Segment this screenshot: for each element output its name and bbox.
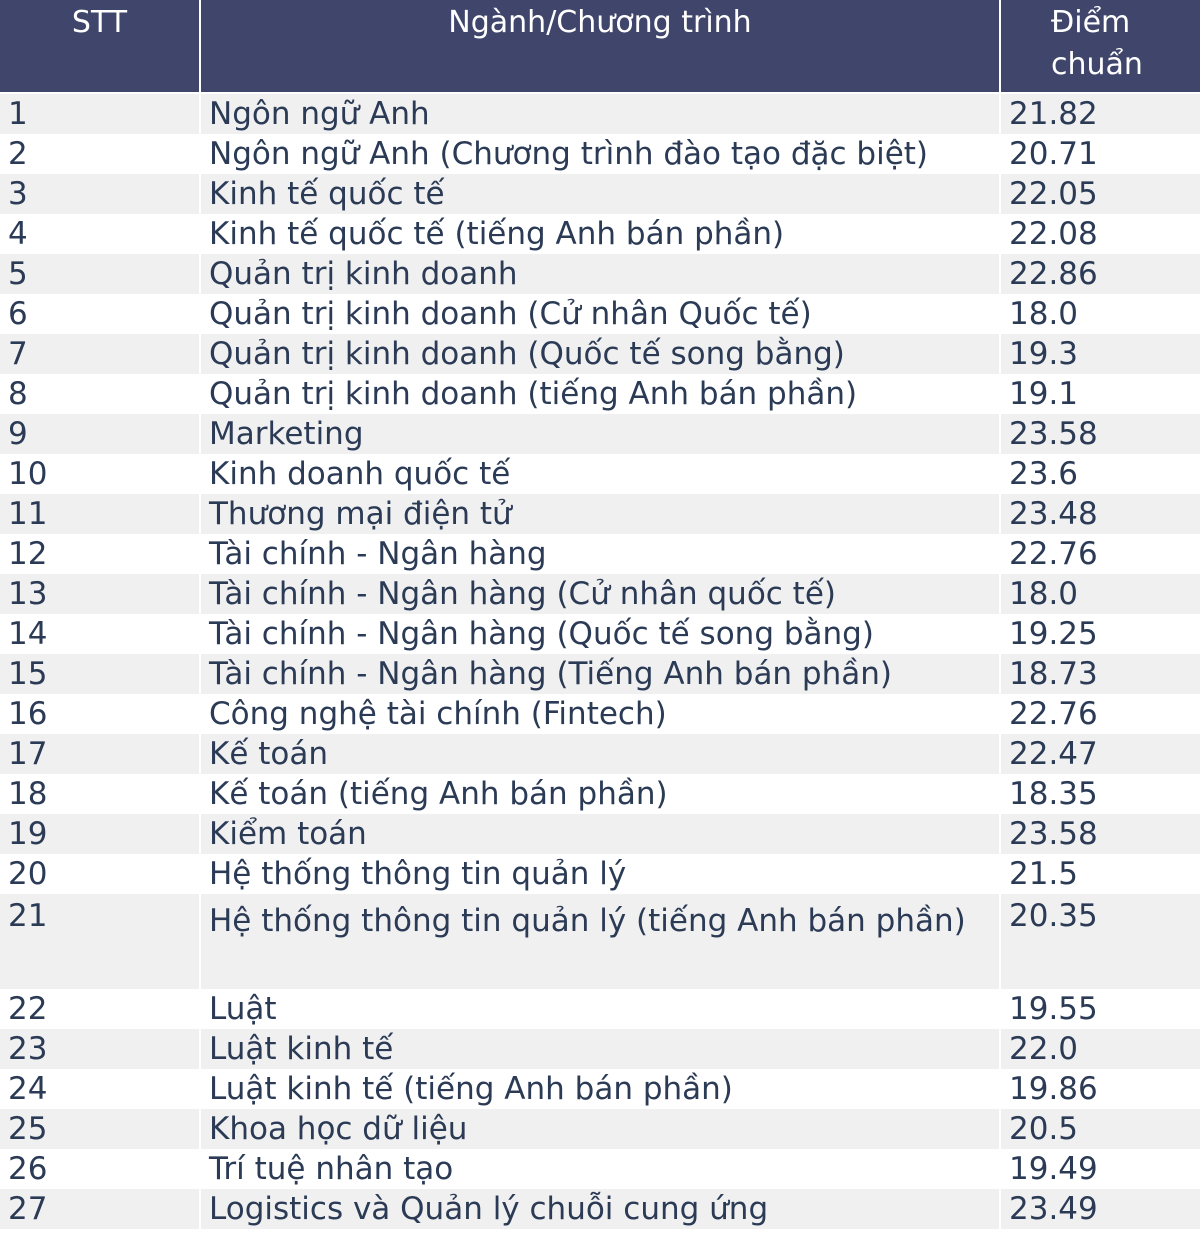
row-program: Quản trị kinh doanh (200, 254, 1000, 294)
table-row (0, 1029, 1200, 1069)
row-stt: 13 (0, 574, 200, 614)
row-score: 22.47 (1000, 734, 1200, 774)
row-program: Tài chính - Ngân hàng (200, 534, 1000, 574)
row-stt: 3 (0, 174, 200, 214)
row-program: Khoa học dữ liệu (200, 1109, 1000, 1149)
row-stt: 24 (0, 1069, 200, 1109)
table-row (0, 1189, 1200, 1229)
table-row (0, 454, 1200, 494)
row-stt: 8 (0, 374, 200, 414)
row-program: Hệ thống thông tin quản lý (tiếng Anh bán phần) (200, 894, 1000, 989)
table-row (0, 174, 1200, 214)
table-row (0, 534, 1200, 574)
row-program: Kinh doanh quốc tế (200, 454, 1000, 494)
row-program: Kinh tế quốc tế (200, 174, 1000, 214)
table-row (0, 814, 1200, 854)
row-stt: 25 (0, 1109, 200, 1149)
row-program: Quản trị kinh doanh (tiếng Anh bán phần) (200, 374, 1000, 414)
row-score: 19.25 (1000, 614, 1200, 654)
row-score: 19.86 (1000, 1069, 1200, 1109)
table-row (0, 414, 1200, 454)
row-score: 22.05 (1000, 174, 1200, 214)
row-score: 21.5 (1000, 854, 1200, 894)
row-stt: 16 (0, 694, 200, 734)
row-score: 19.55 (1000, 989, 1200, 1029)
row-score: 22.86 (1000, 254, 1200, 294)
row-score: 22.76 (1000, 694, 1200, 734)
row-stt: 14 (0, 614, 200, 654)
row-program: Hệ thống thông tin quản lý (200, 854, 1000, 894)
row-program: Kế toán (tiếng Anh bán phần) (200, 774, 1000, 814)
row-program: Ngôn ngữ Anh (Chương trình đào tạo đặc biệt) (200, 134, 1000, 174)
table-row (0, 254, 1200, 294)
table-row (0, 734, 1200, 774)
table-row (0, 134, 1200, 174)
row-program: Thương mại điện tử (200, 494, 1000, 534)
row-program: Logistics và Quản lý chuỗi cung ứng (200, 1189, 1000, 1229)
table-row (0, 494, 1200, 534)
table-row (0, 1149, 1200, 1189)
header-score: Điểm chuẩn (1000, 0, 1200, 93)
row-score: 22.0 (1000, 1029, 1200, 1069)
row-program: Quản trị kinh doanh (Cử nhân Quốc tế) (200, 294, 1000, 334)
row-score: 21.82 (1000, 93, 1200, 134)
row-stt: 22 (0, 989, 200, 1029)
row-stt: 26 (0, 1149, 200, 1189)
row-stt: 5 (0, 254, 200, 294)
row-stt: 10 (0, 454, 200, 494)
row-stt: 20 (0, 854, 200, 894)
row-stt: 2 (0, 134, 200, 174)
row-stt: 23 (0, 1029, 200, 1069)
row-program: Luật kinh tế (tiếng Anh bán phần) (200, 1069, 1000, 1109)
table-row (0, 894, 1200, 989)
row-program: Quản trị kinh doanh (Quốc tế song bằng) (200, 334, 1000, 374)
row-score: 19.3 (1000, 334, 1200, 374)
row-stt: 27 (0, 1189, 200, 1229)
row-stt: 12 (0, 534, 200, 574)
row-score: 23.49 (1000, 1189, 1200, 1229)
row-program: Kế toán (200, 734, 1000, 774)
table-row (0, 1069, 1200, 1109)
table-row (0, 374, 1200, 414)
row-score: 23.6 (1000, 454, 1200, 494)
table-row (0, 614, 1200, 654)
header-stt: STT (0, 0, 200, 93)
table-row (0, 654, 1200, 694)
row-stt: 19 (0, 814, 200, 854)
row-score: 18.35 (1000, 774, 1200, 814)
table-row (0, 989, 1200, 1029)
row-program: Luật (200, 989, 1000, 1029)
row-score: 18.0 (1000, 294, 1200, 334)
row-stt: 15 (0, 654, 200, 694)
table-row (0, 214, 1200, 254)
row-program: Trí tuệ nhân tạo (200, 1149, 1000, 1189)
row-score: 19.49 (1000, 1149, 1200, 1189)
row-stt: 9 (0, 414, 200, 454)
row-score: 22.08 (1000, 214, 1200, 254)
row-score: 20.5 (1000, 1109, 1200, 1149)
row-stt: 18 (0, 774, 200, 814)
row-score: 20.35 (1000, 894, 1200, 989)
table-row (0, 774, 1200, 814)
row-stt: 6 (0, 294, 200, 334)
row-score: 23.58 (1000, 414, 1200, 454)
row-score: 23.48 (1000, 494, 1200, 534)
row-stt: 1 (0, 93, 200, 134)
table-body (0, 93, 1200, 1229)
table-row (0, 93, 1200, 134)
row-stt: 11 (0, 494, 200, 534)
header-row (0, 0, 1200, 93)
row-stt: 7 (0, 334, 200, 374)
row-program: Tài chính - Ngân hàng (Cử nhân quốc tế) (200, 574, 1000, 614)
table-row (0, 294, 1200, 334)
row-score: 19.1 (1000, 374, 1200, 414)
row-score: 23.58 (1000, 814, 1200, 854)
row-program: Marketing (200, 414, 1000, 454)
table-row (0, 334, 1200, 374)
row-program: Tài chính - Ngân hàng (Quốc tế song bằng) (200, 614, 1000, 654)
row-program: Công nghệ tài chính (Fintech) (200, 694, 1000, 734)
row-program: Tài chính - Ngân hàng (Tiếng Anh bán phần) (200, 654, 1000, 694)
table-row (0, 1109, 1200, 1149)
row-stt: 21 (0, 894, 200, 989)
row-score: 18.0 (1000, 574, 1200, 614)
row-program: Kinh tế quốc tế (tiếng Anh bán phần) (200, 214, 1000, 254)
row-score: 20.71 (1000, 134, 1200, 174)
row-program: Luật kinh tế (200, 1029, 1000, 1069)
table-row (0, 854, 1200, 894)
row-score: 18.73 (1000, 654, 1200, 694)
row-score: 22.76 (1000, 534, 1200, 574)
table-row (0, 574, 1200, 614)
row-stt: 4 (0, 214, 200, 254)
row-stt: 17 (0, 734, 200, 774)
header-program: Ngành/Chương trình (200, 0, 1000, 93)
table-row (0, 694, 1200, 734)
row-program: Kiểm toán (200, 814, 1000, 854)
row-program: Ngôn ngữ Anh (200, 93, 1000, 134)
